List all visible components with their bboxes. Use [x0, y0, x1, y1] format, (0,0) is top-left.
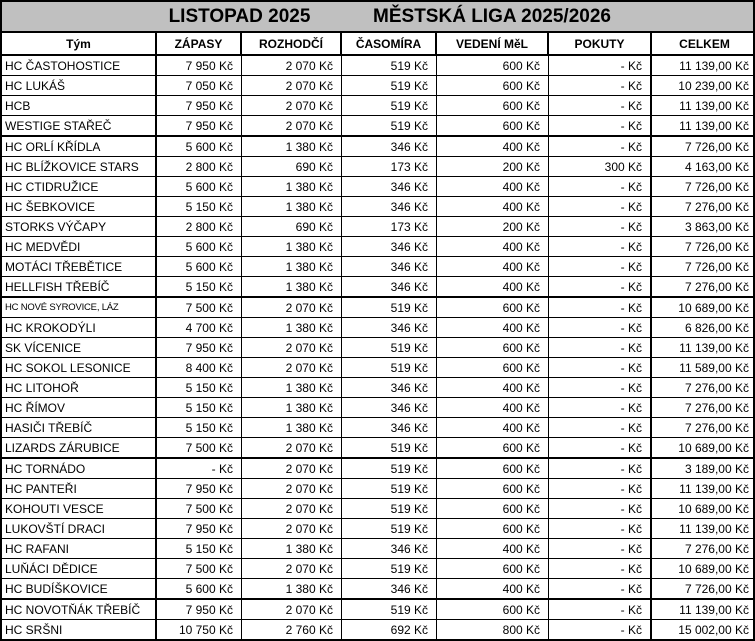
- rozhodci-cell: 1 380 Kč: [242, 398, 342, 417]
- celkem-cell: 7 726,00 Kč: [684, 259, 749, 274]
- team-cell: HC BUDÍŠKOVICE: [2, 579, 157, 598]
- table-row: [2, 137, 753, 157]
- table-body: [2, 56, 753, 639]
- table-row: [2, 358, 753, 378]
- casomira-cell: 346 Kč: [342, 257, 437, 276]
- rozhodci-cell: 2 070 Kč: [242, 559, 342, 578]
- casomira-cell: 519 Kč: [342, 559, 437, 578]
- zapasy-cell: 5 600 Kč: [157, 137, 242, 156]
- team-cell: HC SRŠNI: [2, 620, 157, 639]
- team-cell: LUKOVŠTÍ DRACI: [2, 519, 157, 538]
- pokuty-cell: - Kč: [549, 559, 652, 578]
- table-row: [2, 116, 753, 137]
- rozhodci-cell: 2 070 Kč: [242, 459, 342, 478]
- casomira-cell: 519 Kč: [342, 499, 437, 518]
- column-header-celkem: CELKEM: [679, 36, 730, 51]
- casomira-cell: 519 Kč: [342, 298, 437, 317]
- zapasy-cell: 7 950 Kč: [157, 519, 242, 538]
- table-row: [2, 197, 753, 217]
- table-row: [2, 519, 753, 539]
- celkem-cell: 10 689,00 Kč: [678, 501, 749, 516]
- rozhodci-cell: 2 070 Kč: [242, 298, 342, 317]
- team-cell: HC RAFANI: [2, 539, 157, 558]
- league-title: MĚSTSKÁ LIGA 2025/2026: [373, 5, 611, 27]
- rozhodci-cell: 1 380 Kč: [242, 579, 342, 598]
- casomira-cell: 519 Kč: [342, 600, 437, 619]
- pokuty-cell: - Kč: [549, 277, 652, 296]
- casomira-cell: 173 Kč: [342, 217, 437, 236]
- celkem-cell: 10 689,00 Kč: [678, 561, 749, 576]
- casomira-cell: 519 Kč: [342, 519, 437, 538]
- celkem-cell: 7 276,00 Kč: [684, 380, 749, 395]
- casomira-cell: 346 Kč: [342, 539, 437, 558]
- team-cell: HC KROKODÝLI: [2, 318, 157, 337]
- team-cell: HC NOVOTŇÁK TŘEBÍČ: [2, 600, 157, 619]
- column-header-zapasy: ZÁPASY: [157, 33, 242, 54]
- team-cell: MOTÁCI TŘEBĚTICE: [2, 257, 157, 276]
- table-row: [2, 539, 753, 559]
- pokuty-cell: - Kč: [549, 217, 652, 236]
- vedeni-cell: 400 Kč: [437, 318, 549, 337]
- table-row: [2, 459, 753, 479]
- casomira-cell: 346 Kč: [342, 418, 437, 437]
- casomira-cell: 692 Kč: [342, 620, 437, 639]
- table-row: [2, 579, 753, 600]
- casomira-cell: 346 Kč: [342, 277, 437, 296]
- pokuty-cell: - Kč: [549, 338, 652, 357]
- rozhodci-cell: 1 380 Kč: [242, 378, 342, 397]
- rozhodci-cell: 2 070 Kč: [242, 519, 342, 538]
- pokuty-cell: - Kč: [549, 177, 652, 196]
- vedeni-cell: 600 Kč: [437, 459, 549, 478]
- pokuty-cell: - Kč: [549, 459, 652, 478]
- pokuty-cell: - Kč: [549, 499, 652, 518]
- celkem-cell: 3 189,00 Kč: [684, 461, 749, 476]
- zapasy-cell: 7 500 Kč: [157, 438, 242, 457]
- pokuty-cell: - Kč: [549, 298, 652, 317]
- casomira-cell: 519 Kč: [342, 76, 437, 95]
- table-row: [2, 237, 753, 257]
- team-cell: LUŇÁCI DĚDICE: [2, 559, 157, 578]
- casomira-cell: 519 Kč: [342, 459, 437, 478]
- team-cell: HC ŘÍMOV: [2, 398, 157, 417]
- column-header-vedeni: VEDENÍ MěL: [437, 33, 549, 54]
- vedeni-cell: 600 Kč: [437, 438, 549, 457]
- rozhodci-cell: 2 070 Kč: [242, 96, 342, 115]
- zapasy-cell: 7 500 Kč: [157, 298, 242, 317]
- team-cell: HC ORLÍ KŘÍDLA: [2, 137, 157, 156]
- rozhodci-cell: 2 070 Kč: [242, 438, 342, 457]
- vedeni-cell: 400 Kč: [437, 177, 549, 196]
- vedeni-cell: 600 Kč: [437, 298, 549, 317]
- celkem-cell: 7 726,00 Kč: [684, 139, 749, 154]
- table-row: [2, 277, 753, 298]
- zapasy-cell: 5 150 Kč: [157, 378, 242, 397]
- celkem-cell: 11 139,00 Kč: [679, 118, 749, 133]
- table-row: [2, 499, 753, 519]
- zapasy-cell: 7 950 Kč: [157, 96, 242, 115]
- vedeni-cell: 600 Kč: [437, 479, 549, 498]
- vedeni-cell: 600 Kč: [437, 338, 549, 357]
- celkem-cell: 11 139,00 Kč: [679, 481, 749, 496]
- rozhodci-cell: 1 380 Kč: [242, 418, 342, 437]
- team-cell: HELLFISH TŘEBÍČ: [2, 277, 157, 296]
- zapasy-cell: 7 950 Kč: [157, 116, 242, 135]
- celkem-cell: 11 139,00 Kč: [679, 340, 749, 355]
- celkem-cell: 10 689,00 Kč: [678, 440, 749, 455]
- column-header-team: Tým: [2, 33, 157, 54]
- table-row: [2, 177, 753, 197]
- pokuty-cell: - Kč: [549, 398, 652, 417]
- team-cell: HC LITOHOŘ: [2, 378, 157, 397]
- rozhodci-cell: 690 Kč: [242, 217, 342, 236]
- table-row: [2, 96, 753, 116]
- rozhodci-cell: 2 760 Kč: [242, 620, 342, 639]
- zapasy-cell: 10 750 Kč: [157, 620, 242, 639]
- table-row: [2, 418, 753, 438]
- vedeni-cell: 600 Kč: [437, 499, 549, 518]
- zapasy-cell: 7 950 Kč: [157, 338, 242, 357]
- rozhodci-cell: 1 380 Kč: [242, 277, 342, 296]
- celkem-cell: 7 276,00 Kč: [684, 541, 749, 556]
- rozhodci-cell: 2 070 Kč: [242, 116, 342, 135]
- rozhodci-cell: 1 380 Kč: [242, 318, 342, 337]
- pokuty-cell: - Kč: [549, 418, 652, 437]
- vedeni-cell: 400 Kč: [437, 418, 549, 437]
- team-cell: HC ŠEBKOVICE: [2, 197, 157, 216]
- rozhodci-cell: 1 380 Kč: [242, 177, 342, 196]
- zapasy-cell: 5 150 Kč: [157, 277, 242, 296]
- table-row: [2, 157, 753, 177]
- vedeni-cell: 600 Kč: [437, 358, 549, 377]
- vedeni-cell: 400 Kč: [437, 277, 549, 296]
- celkem-cell: 7 276,00 Kč: [684, 400, 749, 415]
- pokuty-cell: - Kč: [549, 137, 652, 156]
- team-cell: SK VÍCENICE: [2, 338, 157, 357]
- celkem-cell: 7 726,00 Kč: [684, 581, 749, 596]
- table-row: [2, 398, 753, 418]
- team-cell: WESTIGE STAŘEČ: [2, 116, 157, 135]
- vedeni-cell: 400 Kč: [437, 579, 549, 598]
- rozhodci-cell: 2 070 Kč: [242, 600, 342, 619]
- casomira-cell: 346 Kč: [342, 137, 437, 156]
- pokuty-cell: - Kč: [549, 479, 652, 498]
- rozhodci-cell: 2 070 Kč: [242, 479, 342, 498]
- pokuty-cell: - Kč: [549, 318, 652, 337]
- column-header-rozhodci: ROZHODČÍ: [242, 33, 342, 54]
- celkem-cell: 4 163,00 Kč: [684, 159, 749, 174]
- zapasy-cell: - Kč: [157, 459, 242, 478]
- rozhodci-cell: 2 070 Kč: [242, 76, 342, 95]
- casomira-cell: 519 Kč: [342, 358, 437, 377]
- rozhodci-cell: 2 070 Kč: [242, 499, 342, 518]
- pokuty-cell: - Kč: [549, 197, 652, 216]
- table-row: [2, 318, 753, 338]
- rozhodci-cell: 690 Kč: [242, 157, 342, 176]
- table-row: [2, 257, 753, 277]
- vedeni-cell: 400 Kč: [437, 237, 549, 256]
- column-header-pokuty: POKUTY: [549, 33, 652, 54]
- casomira-cell: 519 Kč: [342, 116, 437, 135]
- zapasy-cell: 5 150 Kč: [157, 398, 242, 417]
- pokuty-cell: - Kč: [549, 378, 652, 397]
- pokuty-cell: - Kč: [549, 237, 652, 256]
- rozhodci-cell: 2 070 Kč: [242, 338, 342, 357]
- pokuty-cell: - Kč: [549, 56, 652, 75]
- casomira-cell: 519 Kč: [342, 96, 437, 115]
- team-cell: HC PANTEŘI: [2, 479, 157, 498]
- rozhodci-cell: 1 380 Kč: [242, 257, 342, 276]
- vedeni-cell: 600 Kč: [437, 559, 549, 578]
- celkem-cell: 7 726,00 Kč: [684, 239, 749, 254]
- casomira-cell: 346 Kč: [342, 177, 437, 196]
- zapasy-cell: 2 800 Kč: [157, 217, 242, 236]
- table-row: [2, 559, 753, 579]
- casomira-cell: 519 Kč: [342, 438, 437, 457]
- celkem-cell: 11 139,00 Kč: [679, 521, 749, 536]
- team-cell: HC ČASTOHOSTICE: [2, 56, 157, 75]
- vedeni-cell: 600 Kč: [437, 96, 549, 115]
- casomira-cell: 519 Kč: [342, 338, 437, 357]
- vedeni-cell: 800 Kč: [437, 620, 549, 639]
- vedeni-cell: 600 Kč: [437, 116, 549, 135]
- pokuty-cell: - Kč: [549, 519, 652, 538]
- casomira-cell: 346 Kč: [342, 398, 437, 417]
- zapasy-cell: 7 950 Kč: [157, 56, 242, 75]
- pokuty-cell: - Kč: [549, 620, 652, 639]
- celkem-cell: 11 139,00 Kč: [679, 58, 749, 73]
- rozhodci-cell: 1 380 Kč: [242, 137, 342, 156]
- rozhodci-cell: 2 070 Kč: [242, 56, 342, 75]
- rozhodci-cell: 1 380 Kč: [242, 539, 342, 558]
- casomira-cell: 519 Kč: [342, 479, 437, 498]
- team-cell: HC MEDVĚDI: [2, 237, 157, 256]
- table-row: [2, 338, 753, 358]
- vedeni-cell: 400 Kč: [437, 398, 549, 417]
- casomira-cell: 346 Kč: [342, 197, 437, 216]
- vedeni-cell: 200 Kč: [437, 217, 549, 236]
- zapasy-cell: 7 050 Kč: [157, 76, 242, 95]
- vedeni-cell: 400 Kč: [437, 137, 549, 156]
- pokuty-cell: - Kč: [549, 438, 652, 457]
- vedeni-cell: 400 Kč: [437, 197, 549, 216]
- casomira-cell: 519 Kč: [342, 56, 437, 75]
- table-row: [2, 378, 753, 398]
- celkem-cell: 10 239,00 Kč: [678, 78, 749, 93]
- celkem-cell: 15 002,00 Kč: [678, 622, 749, 637]
- pokuty-cell: - Kč: [549, 600, 652, 619]
- vedeni-cell: 600 Kč: [437, 600, 549, 619]
- table-row: [2, 479, 753, 499]
- celkem-cell: 7 276,00 Kč: [684, 199, 749, 214]
- team-cell: HC TORNÁDO: [2, 459, 157, 478]
- zapasy-cell: 7 500 Kč: [157, 499, 242, 518]
- vedeni-cell: 600 Kč: [437, 56, 549, 75]
- table-row: [2, 76, 753, 96]
- vedeni-cell: 200 Kč: [437, 157, 549, 176]
- zapasy-cell: 4 700 Kč: [157, 318, 242, 337]
- zapasy-cell: 5 150 Kč: [157, 197, 242, 216]
- zapasy-cell: 5 150 Kč: [157, 539, 242, 558]
- team-cell: HC NOVÉ SYROVICE, LÁZ: [2, 298, 157, 317]
- zapasy-cell: 8 400 Kč: [157, 358, 242, 377]
- rozhodci-cell: 2 070 Kč: [242, 358, 342, 377]
- pokuty-cell: - Kč: [549, 579, 652, 598]
- celkem-cell: 11 589,00 Kč: [679, 360, 749, 375]
- casomira-cell: 346 Kč: [342, 579, 437, 598]
- month-title: LISTOPAD 2025: [168, 5, 311, 27]
- celkem-cell: 3 863,00 Kč: [684, 219, 749, 234]
- table-row: [2, 438, 753, 459]
- table-row: [2, 217, 753, 237]
- team-cell: HCB: [2, 96, 157, 115]
- pokuty-cell: - Kč: [549, 358, 652, 377]
- zapasy-cell: 7 950 Kč: [157, 479, 242, 498]
- table-row: [2, 600, 753, 620]
- column-header-row: [2, 33, 753, 56]
- column-header-casomira: ČASOMÍRA: [342, 33, 437, 54]
- zapasy-cell: 5 600 Kč: [157, 237, 242, 256]
- celkem-cell: 7 276,00 Kč: [684, 420, 749, 435]
- rozhodci-cell: 1 380 Kč: [242, 197, 342, 216]
- team-cell: HC LUKÁŠ: [2, 76, 157, 95]
- team-cell: STORKS VÝČAPY: [2, 217, 157, 236]
- celkem-cell: 7 726,00 Kč: [684, 179, 749, 194]
- vedeni-cell: 600 Kč: [437, 519, 549, 538]
- zapasy-cell: 7 500 Kč: [157, 559, 242, 578]
- table-row: [2, 56, 753, 76]
- casomira-cell: 173 Kč: [342, 157, 437, 176]
- pokuty-cell: - Kč: [549, 539, 652, 558]
- pokuty-cell: 300 Kč: [549, 157, 652, 176]
- team-cell: HASIČI TŘEBÍČ: [2, 418, 157, 437]
- pokuty-cell: - Kč: [549, 116, 652, 135]
- vedeni-cell: 400 Kč: [437, 378, 549, 397]
- celkem-cell: 11 139,00 Kč: [679, 98, 749, 113]
- team-cell: HC SOKOL LESONICE: [2, 358, 157, 377]
- vedeni-cell: 400 Kč: [437, 257, 549, 276]
- celkem-cell: 6 826,00 Kč: [684, 320, 749, 335]
- team-cell: HC CTIDRUŽICE: [2, 177, 157, 196]
- zapasy-cell: 2 800 Kč: [157, 157, 242, 176]
- zapasy-cell: 7 950 Kč: [157, 600, 242, 619]
- pokuty-cell: - Kč: [549, 257, 652, 276]
- celkem-cell: 10 689,00 Kč: [678, 300, 749, 315]
- rozhodci-cell: 1 380 Kč: [242, 237, 342, 256]
- vedeni-cell: 600 Kč: [437, 76, 549, 95]
- casomira-cell: 346 Kč: [342, 318, 437, 337]
- table-row: [2, 620, 753, 639]
- team-cell: KOHOUTI VESCE: [2, 499, 157, 518]
- vedeni-cell: 400 Kč: [437, 539, 549, 558]
- celkem-cell: 11 139,00 Kč: [679, 602, 749, 617]
- team-cell: LIZARDS ZÁRUBICE: [2, 438, 157, 457]
- zapasy-cell: 5 150 Kč: [157, 418, 242, 437]
- zapasy-cell: 5 600 Kč: [157, 177, 242, 196]
- table-row: [2, 298, 753, 318]
- zapasy-cell: 5 600 Kč: [157, 579, 242, 598]
- pokuty-cell: - Kč: [549, 76, 652, 95]
- pokuty-cell: - Kč: [549, 96, 652, 115]
- casomira-cell: 346 Kč: [342, 237, 437, 256]
- celkem-cell: 7 276,00 Kč: [684, 279, 749, 294]
- zapasy-cell: 5 600 Kč: [157, 257, 242, 276]
- team-cell: HC BLÍŽKOVICE STARS: [2, 157, 157, 176]
- title-bar: [2, 2, 753, 33]
- casomira-cell: 346 Kč: [342, 378, 437, 397]
